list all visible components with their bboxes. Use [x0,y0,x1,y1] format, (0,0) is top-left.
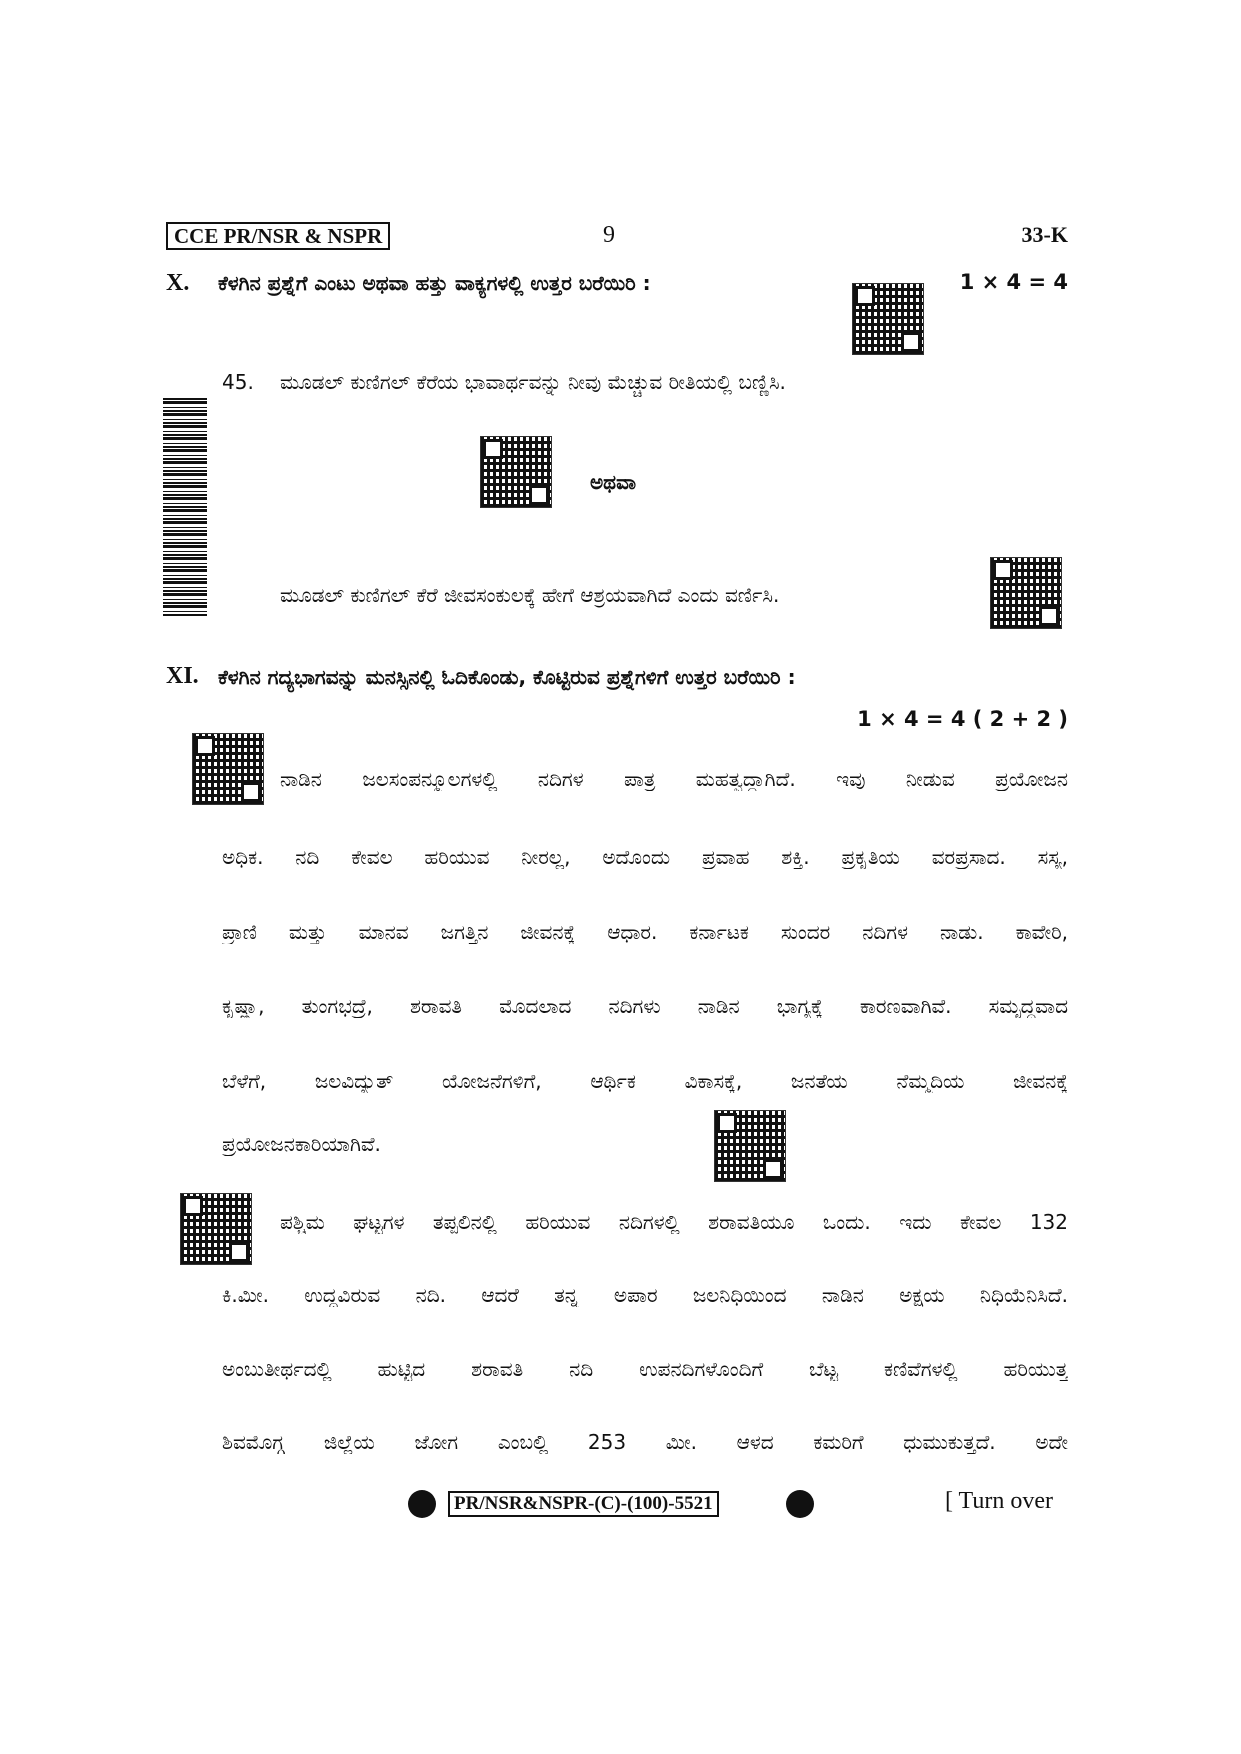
section-xi-marks: 1 × 4 = 4 ( 2 + 2 ) [857,707,1068,731]
paper-code: 33-K [1021,222,1068,247]
passage-line: ಪ್ರಯೋಜನಕಾರಿಯಾಗಿವೆ. [222,1132,381,1156]
passage-line: ಅಂಬುತೀರ್ಥದಲ್ಲಿ ಹುಟ್ಟಿದ ಶರಾವತಿ ನದಿ ಉಪನದಿಗಳೊಂದಿಗೆ ಬೆಟ್ಟ ಕಣಿವೆಗಳಲ್ಲಿ ಹರಿಯುತ್ತ [222,1357,1068,1381]
passage-line: ಪಶ್ಚಿಮ ಘಟ್ಟಗಳ ತಪ್ಪಲಿನಲ್ಲಿ ಹರಿಯುವ ನದಿಗಳಲ್ಲಿ ಶರಾವತಿಯೂ ಒಂದು. ಇದು ಕೇವಲ 132 [280,1210,1068,1234]
passage-line: ಅಧಿಕ. ನದಿ ಕೇವಲ ಹರಿಯುವ ನೀರಲ್ಲ, ಅದೊಂದು ಪ್ರವಾಹ ಶಕ್ತಿ. ಪ್ರಕೃತಿಯ ವರಪ್ರಸಾದ. ಸಸ್ಯ, [222,845,1068,869]
passage-line: ಪ್ರಾಣಿ ಮತ್ತು ಮಾನವ ಜಗತ್ತಿನ ಜೀವನಕ್ಕೆ ಆಧಾರ. ಕರ್ನಾಟಕ ಸುಂದರ ನದಿಗಳ ನಾಡು. ಕಾವೇರಿ, [222,920,1068,944]
qr-code-icon [714,1110,786,1182]
passage-line: ಶಿವಮೊಗ್ಗ ಜಿಲ್ಲೆಯ ಜೋಗ ಎಂಬಲ್ಲಿ 253 ಮೀ. ಆಳದ ಕಮರಿಗೆ ಧುಮುಕುತ್ತದೆ. ಅದೇ [222,1430,1068,1454]
qr-code-icon [852,283,924,355]
question-45-text: ಮೂಡಲ್ ಕುಣಿಗಲ್ ಕೆರೆಯ ಭಾವಾರ್ಥವನ್ನು ನೀವು ಮೆಚ್ಚುವ ರೀತಿಯಲ್ಲಿ ಬಣ್ಣಿಸಿ. [280,370,786,394]
qr-code-icon [990,557,1062,629]
or-label: ಅಥವಾ [590,470,636,494]
series-code-box: PR/NSR&NSPR-(C)-(100)-5521 [448,1491,719,1517]
alt-question-text: ಮೂಡಲ್ ಕುಣಿಗಲ್ ಕೆರೆ ಜೀವಸಂಕುಲಕ್ಕೆ ಹೇಗೆ ಆಶ್ರಯವಾಗಿದೆ ಎಂದು ವರ್ಣಿಸಿ. [280,583,780,607]
question-number: 45. [222,370,254,394]
passage-line: ನಾಡಿನ ಜಲಸಂಪನ್ಮೂಲಗಳಲ್ಲಿ ನದಿಗಳ ಪಾತ್ರ ಮಹತ್ವದ್ದಾಗಿದೆ. ಇವು ನೀಡುವ ಪ್ರಯೋಜನ [280,767,1068,791]
footer-dot [408,1490,436,1518]
passage-line: ಕಿ.ಮೀ. ಉದ್ದವಿರುವ ನದಿ. ಆದರೆ ತನ್ನ ಅಪಾರ ಜಲನಿಧಿಯಿಂದ ನಾಡಿನ ಅಕ್ಷಯ ನಿಧಿಯೆನಿಸಿದೆ. [222,1283,1068,1307]
page-number: 9 [603,222,615,248]
turn-over-label: [ Turn over [945,1488,1054,1514]
barcode-icon [163,398,207,616]
passage-line: ಕೃಷ್ಣಾ, ತುಂಗಭದ್ರೆ, ಶರಾವತಿ ಮೊದಲಾದ ನದಿಗಳು ನಾಡಿನ ಭಾಗ್ಯಕ್ಕೆ ಕಾರಣವಾಗಿವೆ. ಸಮೃದ್ಧವಾದ [222,994,1068,1018]
passage-line: ಬೆಳೆಗೆ, ಜಲವಿದ್ಯುತ್ ಯೋಜನೆಗಳಿಗೆ, ಆರ್ಥಿಕ ವಿಕಾಸಕ್ಕೆ, ಜನತೆಯ ನೆಮ್ಮದಿಯ ಜೀವನಕ್ಕೆ [222,1069,1068,1093]
qr-code-icon [192,733,264,805]
section-xi-instruction: ಕೆಳಗಿನ ಗದ್ಯಭಾಗವನ್ನು ಮನಸ್ಸಿನಲ್ಲಿ ಓದಿಕೊಂಡು, ಕೊಟ್ಟಿರುವ ಪ್ರಶ್ನೆಗಳಿಗೆ ಉತ್ತರ ಬರೆಯಿರಿ : [218,665,796,689]
section-x-number: X. [166,270,190,296]
section-x-marks: 1 × 4 = 4 [959,270,1068,294]
qr-code-icon [180,1193,252,1265]
footer-dot [786,1490,814,1518]
exam-code-box: CCE PR/NSR & NSPR [166,222,390,250]
section-xi-number: XI. [166,663,199,689]
section-x-instruction: ಕೆಳಗಿನ ಪ್ರಶ್ನೆಗೆ ಎಂಟು ಅಥವಾ ಹತ್ತು ವಾಕ್ಯಗಳಲ್ಲಿ ಉತ್ತರ ಬರೆಯಿರಿ : [218,271,651,295]
qr-code-icon [480,436,552,508]
